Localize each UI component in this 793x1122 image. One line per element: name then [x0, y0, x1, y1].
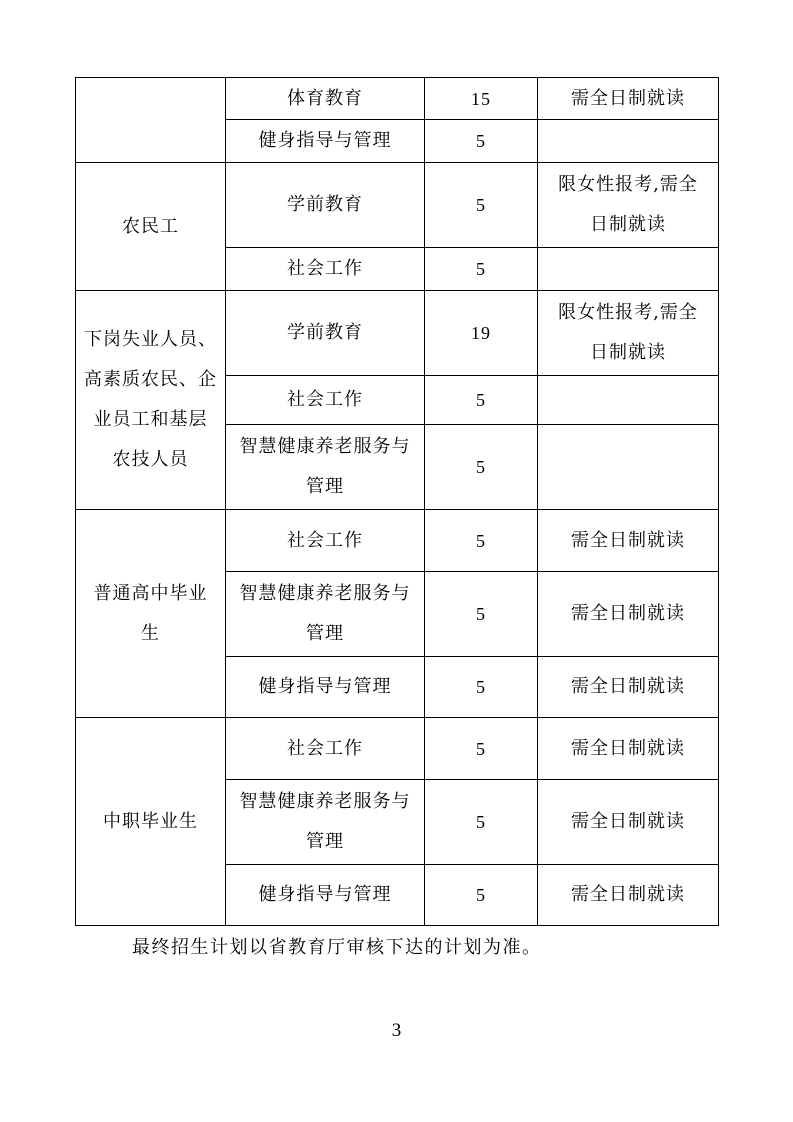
major-cell: 健身指导与管理	[226, 120, 425, 163]
count-cell: 15	[425, 78, 538, 120]
count-cell: 5	[425, 425, 538, 510]
count-cell: 5	[425, 163, 538, 248]
category-line: 业员工和基层	[93, 409, 208, 430]
note-cell	[538, 120, 719, 163]
count-cell: 5	[425, 718, 538, 780]
note-line: 日制就读	[590, 214, 666, 235]
footnote: 最终招生计划以省教育厅审核下达的计划为准。	[132, 937, 542, 958]
note-cell	[538, 248, 719, 291]
category-line: 高素质农民、企	[84, 369, 217, 390]
major-line: 智慧健康养老服务与	[239, 791, 411, 812]
table-row	[76, 718, 719, 780]
category-cell-high-school	[76, 510, 226, 718]
major-cell: 体育教育	[226, 78, 425, 120]
count-cell: 5	[425, 572, 538, 657]
major-cell	[226, 572, 425, 657]
note-cell	[538, 291, 719, 376]
table-row	[76, 291, 719, 376]
category-line: 下岗失业人员、	[84, 329, 217, 350]
note-cell	[538, 376, 719, 425]
count-cell: 19	[425, 291, 538, 376]
category-line: 普通高中毕业	[93, 582, 208, 604]
note-cell: 需全日制就读	[538, 78, 719, 120]
category-cell-vocational: 中职毕业生	[76, 718, 226, 926]
count-cell: 5	[425, 657, 538, 718]
major-cell: 学前教育	[226, 163, 425, 248]
note-line: 日制就读	[590, 342, 666, 363]
category-cell-continued	[76, 78, 226, 163]
note-line: 限女性报考,需全	[558, 302, 698, 323]
major-line: 智慧健康养老服务与	[239, 436, 411, 457]
note-cell: 需全日制就读	[538, 718, 719, 780]
note-cell: 需全日制就读	[538, 780, 719, 865]
count-cell: 5	[425, 510, 538, 572]
major-cell: 社会工作	[226, 248, 425, 291]
major-cell: 社会工作	[226, 510, 425, 572]
count-cell: 5	[425, 120, 538, 163]
major-line: 智慧健康养老服务与	[239, 583, 411, 604]
major-line: 管理	[306, 831, 344, 852]
major-cell	[226, 425, 425, 510]
category-line: 农技人员	[112, 449, 189, 470]
table-row	[76, 510, 719, 572]
count-cell: 5	[425, 865, 538, 926]
major-cell: 学前教育	[226, 291, 425, 376]
category-cell-migrant: 农民工	[76, 163, 226, 291]
note-cell: 需全日制就读	[538, 572, 719, 657]
enrollment-plan-table	[75, 77, 719, 926]
table-row	[76, 163, 719, 248]
note-cell: 需全日制就读	[538, 865, 719, 926]
major-cell: 社会工作	[226, 376, 425, 425]
category-line: 生	[141, 622, 160, 644]
table-row	[76, 78, 719, 120]
count-cell: 5	[425, 248, 538, 291]
major-line: 管理	[306, 623, 344, 644]
count-cell: 5	[425, 376, 538, 425]
note-cell: 需全日制就读	[538, 510, 719, 572]
note-line: 限女性报考,需全	[558, 174, 698, 195]
note-cell	[538, 163, 719, 248]
count-cell: 5	[425, 780, 538, 865]
category-cell-laid-off	[76, 291, 226, 510]
major-cell	[226, 780, 425, 865]
note-cell	[538, 425, 719, 510]
major-cell: 社会工作	[226, 718, 425, 780]
major-line: 管理	[306, 476, 344, 497]
note-cell: 需全日制就读	[538, 657, 719, 718]
major-cell: 健身指导与管理	[226, 657, 425, 718]
major-cell: 健身指导与管理	[226, 865, 425, 926]
page-number: 3	[391, 1020, 402, 1041]
